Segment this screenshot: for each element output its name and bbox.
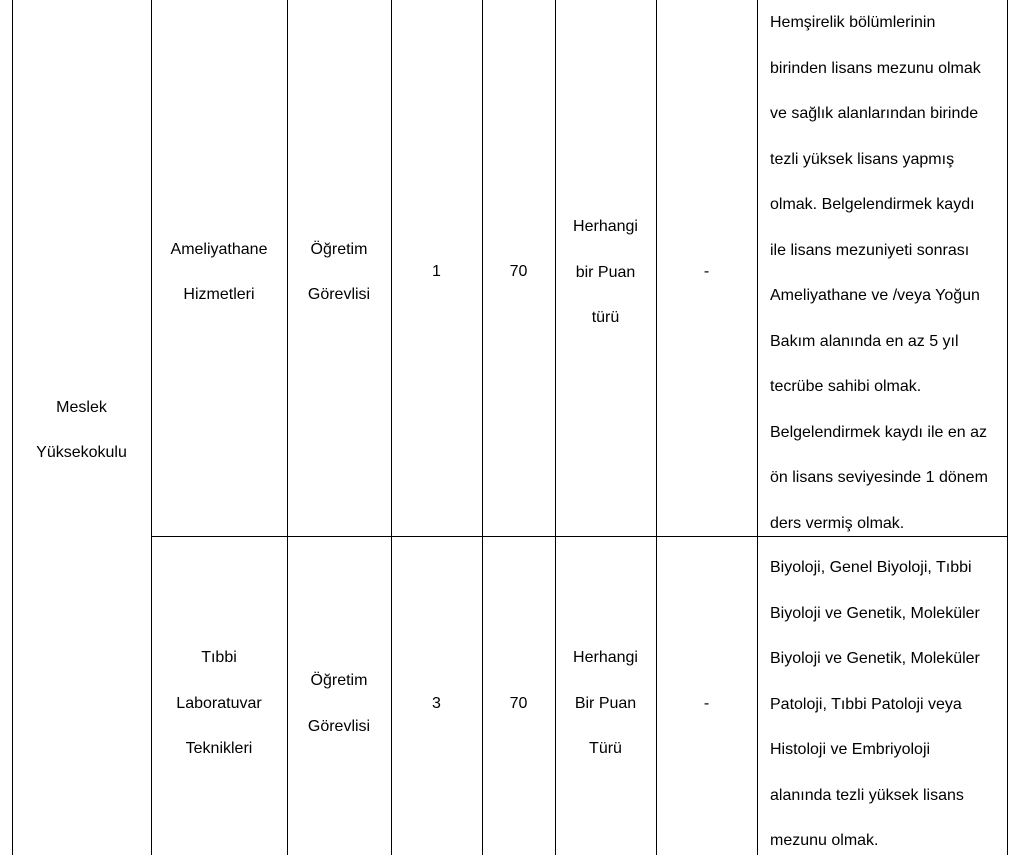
requirement-line: birinden lisans mezunu olmak (770, 59, 981, 77)
requirement-line: tezli yüksek lisans yapmış (770, 150, 955, 168)
score-type-line: Herhangi (573, 649, 638, 667)
table-row-1-count: 1 (432, 262, 441, 280)
title-line: Görevlisi (307, 717, 371, 735)
table-row-2-exam: - (703, 694, 710, 712)
table-row-2-program (151, 635, 287, 772)
requirement-line: ve sağlık alanlarından birinde (770, 105, 979, 122)
program-line: Laboratuvar (176, 694, 262, 712)
table-row-1-exam: - (703, 262, 710, 280)
requirement-line: Patoloji, Tıbbi Patoloji veya (770, 695, 962, 713)
score-type-line: bir Puan (575, 263, 636, 281)
table-row-2-count: 3 (432, 694, 441, 712)
requirement-line: tecrübe sahibi olmak. (770, 378, 922, 395)
unit-line: Meslek (56, 398, 107, 416)
table-row-2-score-type (555, 635, 656, 772)
table-row-1-requirements (770, 0, 1010, 546)
score-type-line: Herhangi (573, 218, 638, 236)
requirement-line: Biyoloji ve Genetik, Moleküler (770, 650, 980, 667)
program-line: Teknikleri (185, 740, 253, 758)
program-line: Ameliyathane (170, 240, 268, 258)
table-row-1-program (151, 240, 287, 340)
title-line: Görevlisi (307, 286, 371, 303)
requirement-line: mezunu olmak. (770, 832, 879, 849)
program-line: Tıbbi (201, 649, 237, 667)
requirement-line: Hemşirelik bölümlerinin (770, 14, 936, 31)
score-type-line: türü (591, 309, 620, 327)
requirement-line: Histoloji ve Embriyoloji (770, 741, 931, 758)
table-divider (391, 0, 392, 855)
requirement-line: ön lisans seviyesinde 1 dönem (770, 469, 988, 486)
requirement-line: Biyoloji, Genel Biyoloji, Tıbbi (770, 559, 972, 576)
title-line: Öğretim (310, 672, 368, 689)
table-row-2-title (287, 658, 391, 749)
unit-line: Yüksekokulu (36, 444, 127, 461)
unit-cell (12, 0, 151, 855)
table-divider (656, 0, 657, 855)
title-line: Öğretim (310, 240, 368, 258)
program-line: Hizmetleri (183, 286, 255, 303)
table-divider (482, 0, 483, 855)
requirement-line: Ameliyathane ve /veya Yoğun (770, 287, 980, 304)
table-row-2-score: 70 (509, 694, 528, 712)
requirement-line: Biyoloji ve Genetik, Moleküler (770, 604, 980, 622)
table-divider (757, 0, 758, 855)
table-row-1-title (287, 240, 391, 340)
score-type-line: Türü (589, 740, 622, 758)
table-row-2-requirements (770, 545, 1010, 864)
requirement-line: ile lisans mezuniyeti sonrası (770, 241, 970, 259)
table-row-1-score-type (555, 204, 656, 341)
score-type-line: Bir Puan (574, 694, 637, 712)
requirement-line: Belgelendirmek kaydı ile en az (770, 423, 988, 441)
requirement-line: ders vermiş olmak. (770, 514, 905, 532)
requirement-line: alanında tezli yüksek lisans (770, 786, 964, 804)
requirement-line: olmak. Belgelendirmek kaydı (770, 196, 975, 213)
table-row-1-score: 70 (509, 262, 528, 280)
requirement-line: Bakım alanında en az 5 yıl (770, 332, 959, 350)
